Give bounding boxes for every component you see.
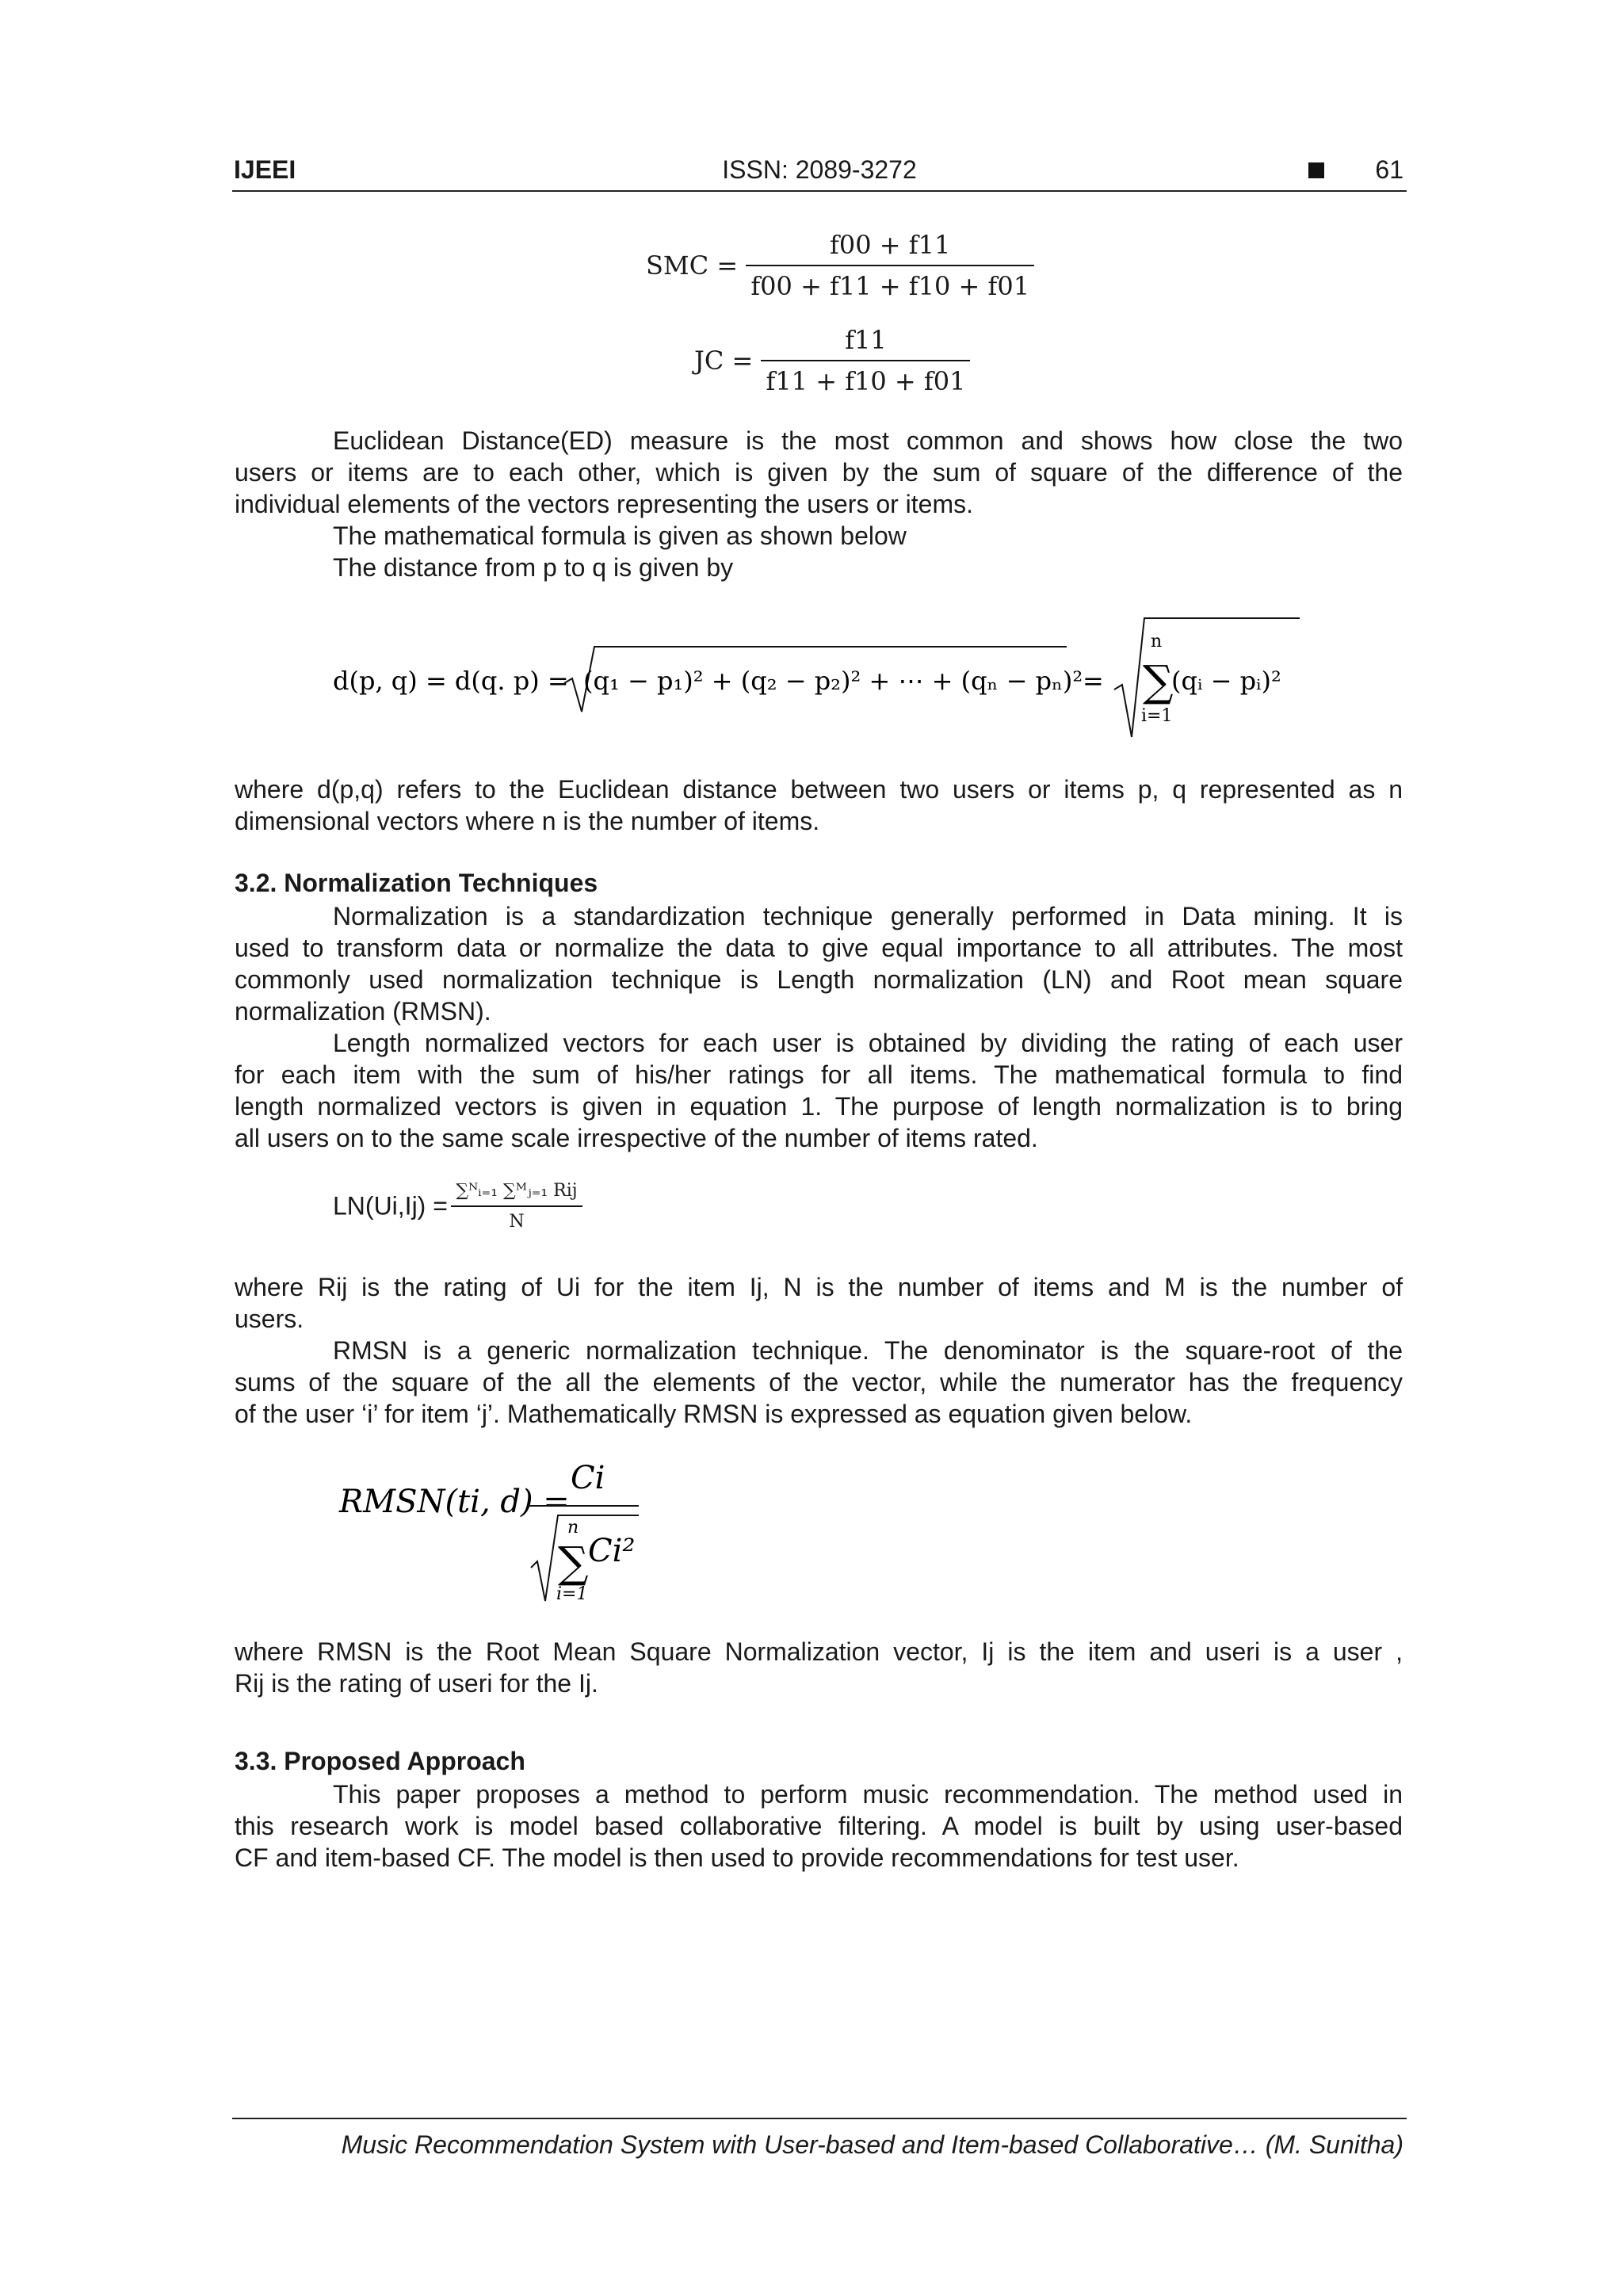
where-rij-paragraph <box>235 1271 1403 1335</box>
ed-paragraph <box>235 425 1403 583</box>
proposed-line-1: This paper proposes a method to perform music recommendation. The method used in <box>333 1780 1403 1809</box>
ln-numerator: ∑ᴺᵢ₌₁ ∑ᴹⱼ₌₁ Rij <box>456 1181 578 1201</box>
rmsn-lhs: RMSN(ti, d) = <box>339 1484 570 1520</box>
ed-line-2: users or items are to each other, which is given by the sum of square of the difference of the <box>235 458 1403 487</box>
where-rmsn-line-2: Rij is the rating of useri for the Ij. <box>235 1669 598 1698</box>
euclid-sum-lower: i=1 <box>1141 706 1173 726</box>
norm-line-3: commonly used normalization technique is Length normalization (LN) and Root mean square <box>235 965 1403 994</box>
smc-fraction <box>746 230 1034 301</box>
ln-fraction <box>451 1181 582 1232</box>
jc-denominator: f11 + f10 + f01 <box>761 360 970 396</box>
rmsn-line-2: sums of the square of the all the elements of the vector, while the numerator has the frequency <box>235 1368 1403 1396</box>
euclid-sum-term: (qᵢ − pᵢ)² <box>1171 666 1281 696</box>
jc-fraction <box>761 325 970 396</box>
euclid-lhs: d(p, q) = d(q. p) = <box>333 666 569 696</box>
proposed-approach-paragraph <box>235 1778 1403 1874</box>
norm-line-2: used to transform data or normalize the data to give equal importance to all attributes. The most <box>235 934 1403 962</box>
length-line-3: length normalized vectors is given in equation 1. The purpose of length normalization is to bring <box>235 1092 1403 1121</box>
rmsn-equation <box>333 1450 666 1609</box>
normalization-paragraph <box>235 900 1403 1027</box>
rmsn-paragraph <box>235 1335 1403 1430</box>
proposed-line-3: CF and item-based CF. The model is then used to provide recommendations for test user. <box>235 1843 1239 1872</box>
issn: ISSN: 2089-3272 <box>722 155 917 184</box>
euclidean-distance-equation <box>317 610 1347 753</box>
smc-equation <box>646 230 1034 301</box>
section-heading-3-3: 3.3. Proposed Approach <box>235 1747 525 1775</box>
norm-line-1: Normalization is a standardization technique generally performed in Data mining. It is <box>333 902 1403 930</box>
square-bullet-icon <box>1308 162 1324 178</box>
rmsn-sum-upper: n <box>567 1518 579 1538</box>
running-title: Music Recommendation System with User-based and Item-based Collaborative… (M. Sunitha) <box>341 2130 1403 2159</box>
length-normalization-paragraph <box>235 1027 1403 1154</box>
where-rmsn-paragraph <box>235 1636 1403 1699</box>
rmsn-line-3: of the user ‘i’ for item ‘j’. Mathematically RMSN is expressed as equation given below. <box>235 1400 1193 1428</box>
where-rij-line-2: users. <box>235 1305 304 1333</box>
where-dpq-line-1: where d(p,q) refers to the Euclidean distance between two users or items p, q represented as n <box>235 775 1403 804</box>
ed-line-3: individual elements of the vectors representing the users or items. <box>235 490 974 518</box>
where-rij-line-1: where Rij is the rating of Ui for the item Ij, N is the number of items and M is the number of <box>235 1273 1403 1301</box>
where-rmsn-line-1: where RMSN is the Root Mean Square Normalization vector, Ij is the item and useri is a user , <box>235 1637 1403 1666</box>
rmsn-line-1: RMSN is a generic normalization technique. The denominator is the square-root of the <box>333 1336 1403 1365</box>
length-line-1: Length normalized vectors for each user is obtained by dividing the rating of each user <box>333 1029 1403 1057</box>
formula-intro: The mathematical formula is given as shown below <box>333 521 907 550</box>
ln-denominator: N <box>451 1205 582 1232</box>
rmsn-sigma-icon: ∑ <box>558 1538 589 1587</box>
where-dpq-line-2: dimensional vectors where n is the number of items. <box>235 807 820 835</box>
norm-line-4: normalization (RMSN). <box>235 997 491 1026</box>
rmsn-sum-lower: i=1 <box>556 1584 588 1604</box>
ed-line-1: Euclidean Distance(ED) measure is the most common and shows how close the two <box>333 426 1403 455</box>
proposed-line-2: this research work is model based collaborative filtering. A model is built by using user-based <box>235 1812 1403 1840</box>
page-number: 61 <box>1375 155 1403 184</box>
rmsn-numerator: Ci <box>571 1460 605 1496</box>
rmsn-sum-term: Ci² <box>588 1533 636 1569</box>
ln-equation <box>333 1181 582 1232</box>
euclid-equals: = <box>1083 666 1104 696</box>
jc-numerator: f11 <box>845 325 887 355</box>
euclid-sum-upper: n <box>1151 632 1163 651</box>
euclid-radicand: (q₁ − p₁)² + (q₂ − p₂)² + ⋯ + (qₙ − pₙ)² <box>583 666 1083 696</box>
smc-denominator: f00 + f11 + f10 + f01 <box>746 265 1034 301</box>
section-heading-3-2: 3.2. Normalization Techniques <box>235 869 598 897</box>
smc-lhs: SMC = <box>646 250 739 281</box>
page-footer <box>232 2118 1407 2160</box>
page-header <box>232 155 1407 192</box>
length-line-4: all users on to the same scale irrespective of the number of items rated. <box>235 1124 1038 1152</box>
length-line-2: for each item with the sum of his/her ratings for all items. The mathematical formula to find <box>235 1060 1403 1089</box>
jc-lhs: JC = <box>694 346 754 376</box>
distance-intro: The distance from p to q is given by <box>333 553 734 582</box>
sigma-icon: ∑ <box>1143 656 1174 706</box>
jc-equation <box>694 325 970 396</box>
ln-lhs: LN(Ui,Ij) = <box>333 1191 448 1221</box>
smc-numerator: f00 + f11 <box>830 230 951 260</box>
where-dpq-paragraph <box>235 774 1403 837</box>
journal-name: IJEEI <box>234 155 296 184</box>
